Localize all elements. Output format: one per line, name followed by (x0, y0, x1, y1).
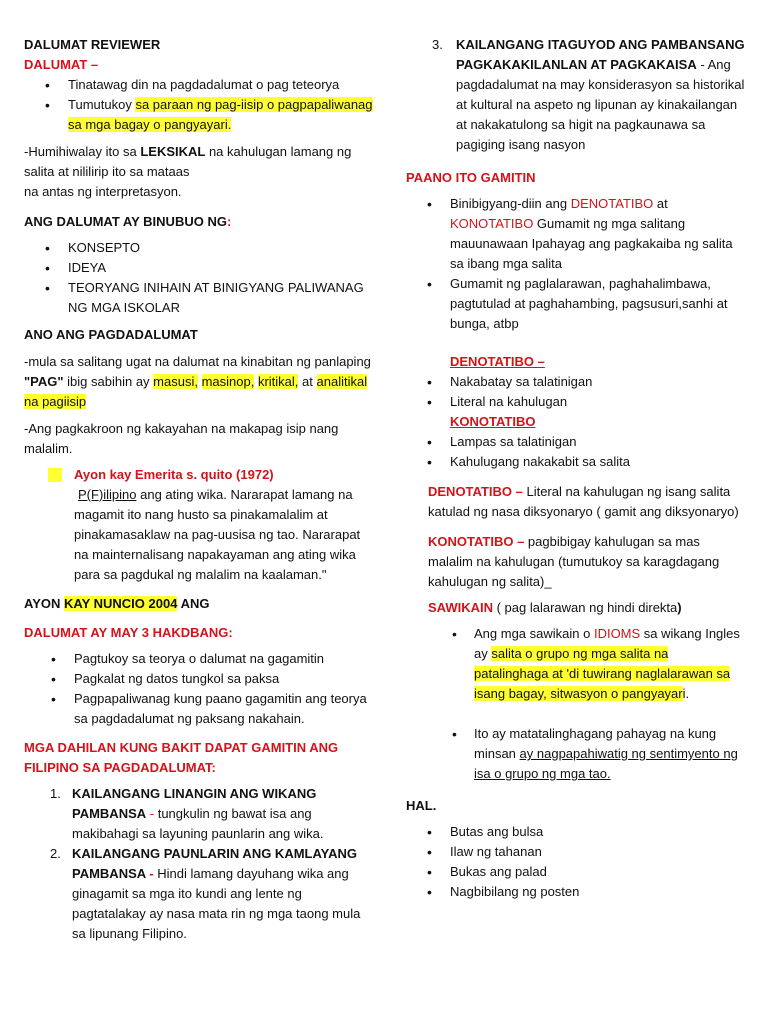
bullet-highlight (48, 468, 62, 482)
binubuo-heading: ANG DALUMAT AY BINUBUO NG: (24, 214, 232, 229)
paano-list (406, 194, 746, 334)
list-item: • Ilaw ng tahanan (406, 842, 746, 862)
list-item: • KONSEPTO (24, 238, 374, 258)
list-item: • Literal na kahulugan (406, 392, 746, 412)
list-item: • Butas ang bulsa (406, 822, 746, 842)
quito-list (24, 465, 374, 485)
hakbang-heading: DALUMAT AY MAY 3 HAKDBANG: (24, 625, 233, 640)
list-item: • Kahulugang nakakabit sa salita (406, 452, 746, 472)
hal-list (406, 822, 746, 902)
list-item: • Lampas sa talatinigan (406, 432, 746, 452)
paano-heading: PAANO ITO GAMITIN (406, 170, 536, 185)
pagdadalumat-heading: ANO ANG PAGDADALUMAT (24, 327, 198, 342)
konotatibo-label: KONOTATIBO (450, 414, 536, 429)
list-item: • Tumutukoy sa paraan ng pag-iisip o pagpapaliwanag sa mga bagay o pangyayari. (24, 95, 374, 135)
denotatibo-definition: DENOTATIBO – Literal na kahulugan ng isang salita katulad ng nasa diksyonaryo ( gamit ang diksyonaryo) (428, 484, 739, 519)
list-item: • Tinatawag din na pagdadalumat o pag teteorya (24, 75, 374, 95)
konotatibo-list (406, 432, 746, 472)
ugat-paragraph: -mula sa salitang ugat na dalumat na kinabitan ng panlaping "PAG" ibig sabihin ay masusi, masinop, kritikal, at analitikal na pagiisip (24, 354, 371, 409)
quito-heading: Ayon kay Emerita s. quito (1972) (74, 467, 274, 482)
denotatibo-list (406, 372, 746, 412)
list-item: • Pagtukoy sa teorya o dalumat na gagamitin (24, 649, 374, 669)
list-item: • Nagbibilang ng posten (406, 882, 746, 902)
list-item: • Ito ay matatalinghagang pahayag na kung minsan ay nagpapahiwatig ng sentimyento ng isa o grupo ng mga tao. (406, 724, 746, 784)
list-item: • Pagpapaliwanag kung paano gagamitin ang teorya sa pagdadalumat ng paksang nakahain. (24, 689, 374, 729)
left-column (24, 30, 374, 944)
kakayahan-paragraph: -Ang pagkakroon ng kakayahan na makapag isip nang malalim. (24, 421, 339, 456)
list-item: 2. KAILANGANG PAUNLARIN ANG KAMLAYANG PAMBANSA - Hindi lamang dayuhang wika ang ginagamit sa mga ito kundi ang lente ng pagtatalakay ay nasa mata rin ng mga taong mula sa lipunang Filipino. (50, 846, 361, 941)
list-item: • TEORYANG INIHAIN AT BINIGYANG PALIWANAG NG MGA ISKOLAR (24, 278, 374, 318)
dahilan-list-continued (406, 35, 746, 155)
nuncio-line: AYON KAY NUNCIO 2004 ANG (24, 596, 210, 611)
leksikal-paragraph: -Humihiwalay ito sa LEKSIKAL na kahulugan lamang ng salita at nililirip ito sa mataas na antas ng interpretasyon. (24, 144, 352, 199)
list-item: • Nakabatay sa talatinigan (406, 372, 746, 392)
list-item: • Binibigyang-diin ang DENOTATIBO at KONOTATIBO Gumamit ng mga salitang mauunawaan Ipahayag ang pagkakaiba ng salita sa ibang mga salita (406, 194, 746, 274)
hal-label: HAL. (406, 798, 437, 813)
sawikain-list-2 (406, 724, 746, 784)
hakbang-list (24, 649, 374, 729)
dahilan-heading: MGA DAHILAN KUNG BAKIT DAPAT GAMITIN ANG FILIPINO SA PAGDADALUMAT: (24, 740, 339, 775)
list-item: • IDEYA (24, 258, 374, 278)
dalumat-list (24, 75, 374, 135)
list-item: • Gumamit ng paglalarawan, paghahalimbawa, pagtutulad at paghahambing, pagsusuri,sanhi at bunga, atbp (406, 274, 746, 334)
document-title: DALUMAT REVIEWER (24, 37, 161, 52)
right-column (406, 30, 746, 902)
dalumat-heading: DALUMAT – (24, 57, 99, 72)
list-item: • Ang mga sawikain o IDIOMS sa wikang Ingles ay salita o grupo ng mga salita na patalinghaga at 'di tuwirang naglalarawan sa isang bagay, sitwasyon o pangyayari. (406, 624, 746, 704)
highlighted-text: sa paraan ng pag-iisip o pagpapaliwanag sa mga bagay o pangyayari. (68, 97, 373, 132)
binubuo-list (24, 238, 374, 318)
dahilan-list (24, 784, 374, 944)
quito-quote: P(F)ilipino ang ating wika. Nararapat lamang na magamit ito nang husto sa pinakamalalim at pinakamasaklaw na pag-uusisa ng tao. Nararapat na mainternalisang napakayaman ang ating wika para sa pagdukal ng malalim na kaalaman." (74, 487, 361, 582)
list-item: • Pagkalat ng datos tungkol sa paksa (24, 669, 374, 689)
list-item: 1. KAILANGANG LINANGIN ANG WIKANG PAMBANSA - tungkulin ng bawat isa ang makibahagi sa layuning paunlarin ang wika. (50, 786, 324, 841)
list-item: 3. KAILANGANG ITAGUYOD ANG PAMBANSANG PAGKAKAKILANLAN AT PAGKAKAISA - Ang pagdadalumat na may konsiderasyon sa historikal at kultural na aspeto ng lipunan ay kinakailangan at nakakatulong sa higit na pagkaunawa sa pagiging isang nasyon (432, 37, 745, 152)
sawikain-list (406, 624, 746, 704)
quito-item (24, 465, 374, 485)
list-item: • Bukas ang palad (406, 862, 746, 882)
konotatibo-definition: KONOTATIBO – pagbibigay kahulugan sa mas malalim na kahulugan (tumutukoy sa karagdagang kahulugan ng salita)_ (428, 534, 720, 589)
denotatibo-label: DENOTATIBO – (450, 354, 545, 369)
sawikain-heading: SAWIKAIN ( pag lalarawan ng hindi direkta) (428, 600, 682, 615)
